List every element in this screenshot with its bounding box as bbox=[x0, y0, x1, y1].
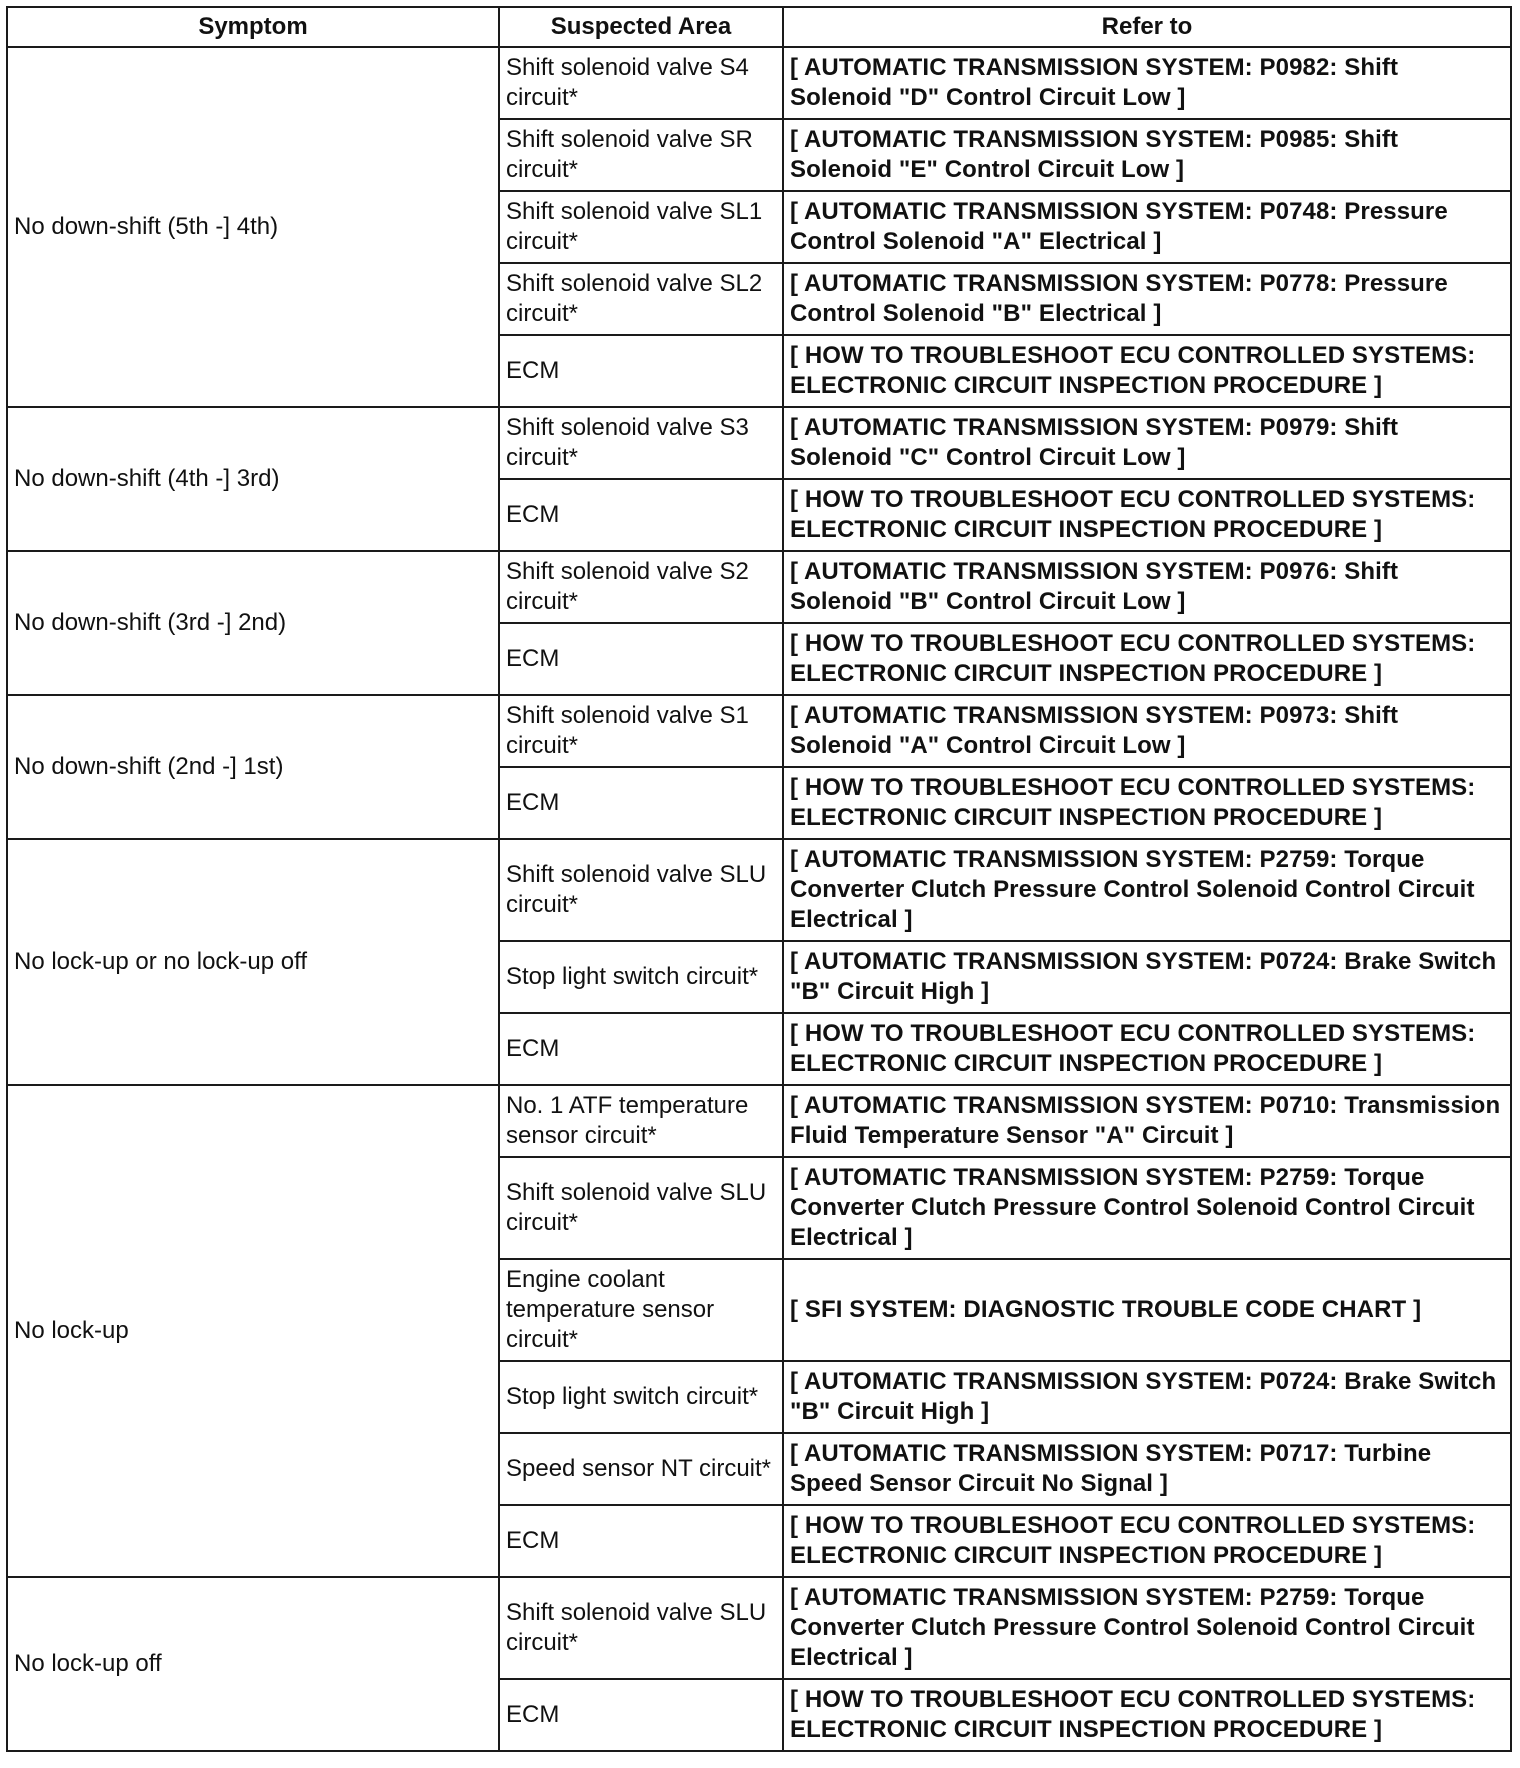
refer-to-link[interactable]: [ SFI SYSTEM: DIAGNOSTIC TROUBLE CODE CHART ] bbox=[783, 1259, 1511, 1361]
refer-to-link[interactable]: [ HOW TO TROUBLESHOOT ECU CONTROLLED SYSTEMS: ELECTRONIC CIRCUIT INSPECTION PROCEDURE ] bbox=[783, 1679, 1511, 1751]
symptom-cell: No down-shift (4th -] 3rd) bbox=[7, 407, 499, 551]
suspected-area-cell: Shift solenoid valve SR circuit* bbox=[499, 119, 783, 191]
refer-to-link[interactable]: [ AUTOMATIC TRANSMISSION SYSTEM: P0985: Shift Solenoid "E" Control Circuit Low ] bbox=[783, 119, 1511, 191]
suspected-area-cell: ECM bbox=[499, 623, 783, 695]
table-row bbox=[7, 1085, 1511, 1157]
refer-to-link[interactable]: [ AUTOMATIC TRANSMISSION SYSTEM: P0724: Brake Switch "B" Circuit High ] bbox=[783, 1361, 1511, 1433]
table-row bbox=[7, 407, 1511, 479]
table-row bbox=[7, 695, 1511, 767]
suspected-area-cell: No. 1 ATF temperature sensor circuit* bbox=[499, 1085, 783, 1157]
suspected-area-cell: Speed sensor NT circuit* bbox=[499, 1433, 783, 1505]
header-refer-to: Refer to bbox=[783, 7, 1511, 47]
diagnostic-table bbox=[6, 6, 1512, 1752]
refer-to-link[interactable]: [ AUTOMATIC TRANSMISSION SYSTEM: P2759: Torque Converter Clutch Pressure Control Solenoid Control Circuit Electrical ] bbox=[783, 1157, 1511, 1259]
refer-to-link[interactable]: [ AUTOMATIC TRANSMISSION SYSTEM: P2759: Torque Converter Clutch Pressure Control Solenoid Control Circuit Electrical ] bbox=[783, 839, 1511, 941]
table-row bbox=[7, 1577, 1511, 1679]
table-header-row bbox=[7, 7, 1511, 47]
refer-to-link[interactable]: [ AUTOMATIC TRANSMISSION SYSTEM: P2759: Torque Converter Clutch Pressure Control Solenoid Control Circuit Electrical ] bbox=[783, 1577, 1511, 1679]
suspected-area-cell: Shift solenoid valve S2 circuit* bbox=[499, 551, 783, 623]
header-suspected-area: Suspected Area bbox=[499, 7, 783, 47]
suspected-area-cell: ECM bbox=[499, 1679, 783, 1751]
suspected-area-cell: Shift solenoid valve SLU circuit* bbox=[499, 839, 783, 941]
table-row bbox=[7, 839, 1511, 941]
refer-to-link[interactable]: [ HOW TO TROUBLESHOOT ECU CONTROLLED SYSTEMS: ELECTRONIC CIRCUIT INSPECTION PROCEDURE ] bbox=[783, 767, 1511, 839]
refer-to-link[interactable]: [ AUTOMATIC TRANSMISSION SYSTEM: P0717: Turbine Speed Sensor Circuit No Signal ] bbox=[783, 1433, 1511, 1505]
suspected-area-cell: Shift solenoid valve SLU circuit* bbox=[499, 1157, 783, 1259]
refer-to-link[interactable]: [ AUTOMATIC TRANSMISSION SYSTEM: P0710: Transmission Fluid Temperature Sensor "A" Circuit ] bbox=[783, 1085, 1511, 1157]
suspected-area-cell: Stop light switch circuit* bbox=[499, 941, 783, 1013]
suspected-area-cell: Shift solenoid valve SLU circuit* bbox=[499, 1577, 783, 1679]
suspected-area-cell: Shift solenoid valve S1 circuit* bbox=[499, 695, 783, 767]
symptom-cell: No lock-up bbox=[7, 1085, 499, 1577]
refer-to-link[interactable]: [ AUTOMATIC TRANSMISSION SYSTEM: P0778: Pressure Control Solenoid "B" Electrical ] bbox=[783, 263, 1511, 335]
refer-to-link[interactable]: [ AUTOMATIC TRANSMISSION SYSTEM: P0976: Shift Solenoid "B" Control Circuit Low ] bbox=[783, 551, 1511, 623]
refer-to-link[interactable]: [ AUTOMATIC TRANSMISSION SYSTEM: P0979: Shift Solenoid "C" Control Circuit Low ] bbox=[783, 407, 1511, 479]
refer-to-link[interactable]: [ HOW TO TROUBLESHOOT ECU CONTROLLED SYSTEMS: ELECTRONIC CIRCUIT INSPECTION PROCEDURE ] bbox=[783, 623, 1511, 695]
symptom-cell: No lock-up or no lock-up off bbox=[7, 839, 499, 1085]
header-symptom: Symptom bbox=[7, 7, 499, 47]
table-row bbox=[7, 47, 1511, 119]
suspected-area-cell: ECM bbox=[499, 1505, 783, 1577]
suspected-area-cell: Shift solenoid valve S3 circuit* bbox=[499, 407, 783, 479]
refer-to-link[interactable]: [ AUTOMATIC TRANSMISSION SYSTEM: P0982: Shift Solenoid "D" Control Circuit Low ] bbox=[783, 47, 1511, 119]
refer-to-link[interactable]: [ HOW TO TROUBLESHOOT ECU CONTROLLED SYSTEMS: ELECTRONIC CIRCUIT INSPECTION PROCEDURE ] bbox=[783, 1505, 1511, 1577]
suspected-area-cell: ECM bbox=[499, 1013, 783, 1085]
suspected-area-cell: Shift solenoid valve S4 circuit* bbox=[499, 47, 783, 119]
refer-to-link[interactable]: [ AUTOMATIC TRANSMISSION SYSTEM: P0748: Pressure Control Solenoid "A" Electrical ] bbox=[783, 191, 1511, 263]
symptom-cell: No lock-up off bbox=[7, 1577, 499, 1751]
suspected-area-cell: Shift solenoid valve SL2 circuit* bbox=[499, 263, 783, 335]
suspected-area-cell: Engine coolant temperature sensor circuit* bbox=[499, 1259, 783, 1361]
suspected-area-cell: ECM bbox=[499, 767, 783, 839]
table-row bbox=[7, 551, 1511, 623]
suspected-area-cell: ECM bbox=[499, 335, 783, 407]
suspected-area-cell: ECM bbox=[499, 479, 783, 551]
refer-to-link[interactable]: [ AUTOMATIC TRANSMISSION SYSTEM: P0973: Shift Solenoid "A" Control Circuit Low ] bbox=[783, 695, 1511, 767]
refer-to-link[interactable]: [ AUTOMATIC TRANSMISSION SYSTEM: P0724: Brake Switch "B" Circuit High ] bbox=[783, 941, 1511, 1013]
symptom-cell: No down-shift (3rd -] 2nd) bbox=[7, 551, 499, 695]
symptom-cell: No down-shift (2nd -] 1st) bbox=[7, 695, 499, 839]
refer-to-link[interactable]: [ HOW TO TROUBLESHOOT ECU CONTROLLED SYSTEMS: ELECTRONIC CIRCUIT INSPECTION PROCEDURE ] bbox=[783, 479, 1511, 551]
refer-to-link[interactable]: [ HOW TO TROUBLESHOOT ECU CONTROLLED SYSTEMS: ELECTRONIC CIRCUIT INSPECTION PROCEDURE ] bbox=[783, 1013, 1511, 1085]
symptom-cell: No down-shift (5th -] 4th) bbox=[7, 47, 499, 407]
refer-to-link[interactable]: [ HOW TO TROUBLESHOOT ECU CONTROLLED SYSTEMS: ELECTRONIC CIRCUIT INSPECTION PROCEDURE ] bbox=[783, 335, 1511, 407]
suspected-area-cell: Shift solenoid valve SL1 circuit* bbox=[499, 191, 783, 263]
suspected-area-cell: Stop light switch circuit* bbox=[499, 1361, 783, 1433]
